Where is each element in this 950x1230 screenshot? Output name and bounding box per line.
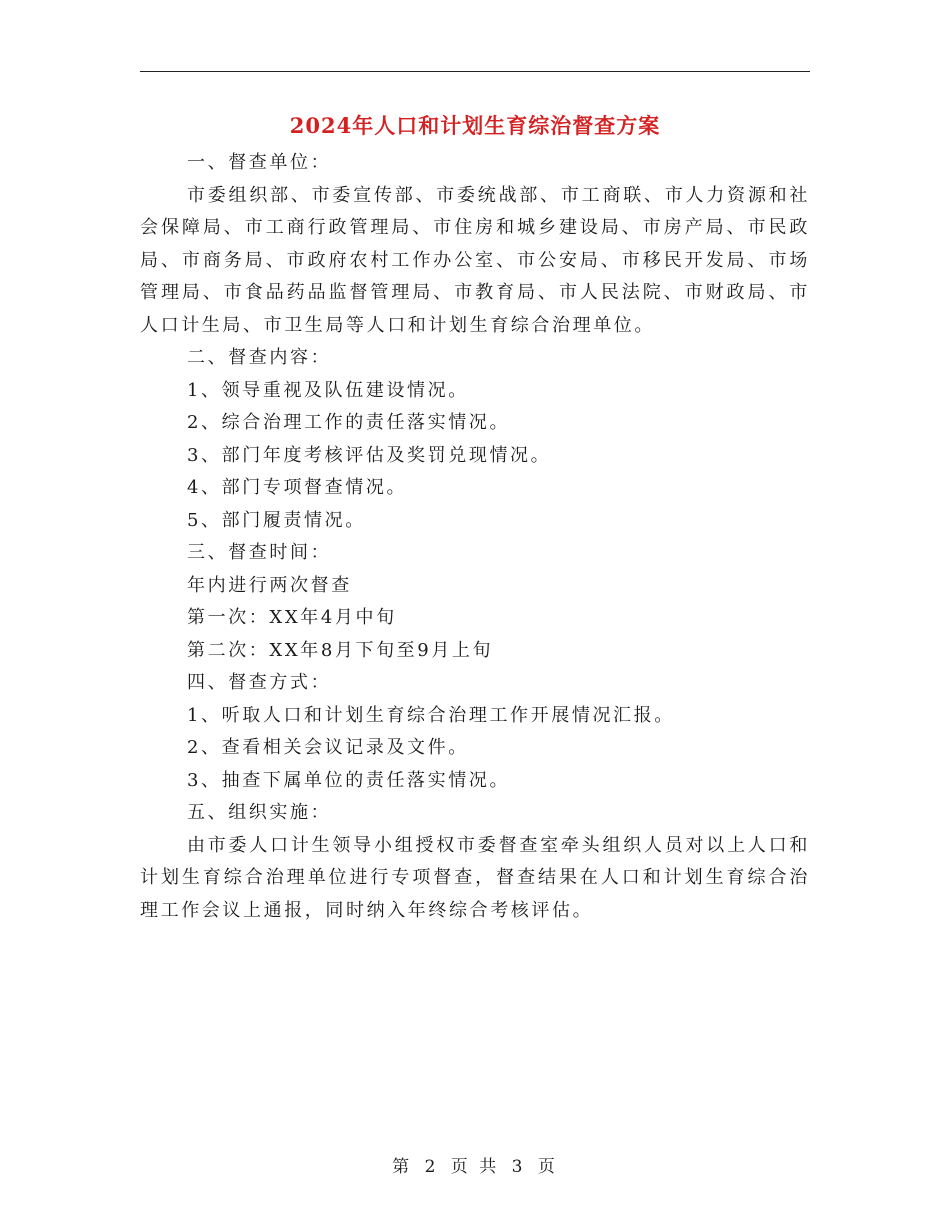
footer-suffix: 页 [537,1157,558,1177]
section-3-line-3: 第二次：XX年8月下旬至9月上旬 [187,639,494,661]
section-4-item-3: 3、抽查下属单位的责任落实情况。 [187,769,511,791]
section-4-item-1: 1、听取人口和计划生育综合治理工作开展情况汇报。 [187,704,675,726]
section-3-line-1: 年内进行两次督查 [187,574,352,596]
section-2-item-1: 1、领导重视及队伍建设情况。 [187,379,469,401]
footer-middle: 页 共 [450,1157,500,1177]
footer-prefix: 第 [392,1157,413,1177]
section-1-text: 市委组织部、市委宣传部、市委统战部、市工商联、市人力资源和社会保障局、市工商行政管理局、市住房和城乡建设局、市房产局、市民政局、市商务局、市政府农村工作办公室、市公安局、市移民开发局、市场管理局、市食品药品监督管理局、市教育局、市人民法院、市财政局、市人口计生局、市卫生局等人口和计划生育综合治理单位。 [140,184,810,336]
section-4-heading: 四、督查方式： [187,672,332,693]
section-4-item-2: 2、查看相关会议记录及文件。 [187,737,469,758]
document-body [140,147,810,927]
section-2-item-5: 5、部门履责情况。 [187,509,366,531]
footer-total-pages: 3 [511,1157,526,1177]
document-title: 2024年人口和计划生育综治督查方案 [289,113,661,138]
section-2-item-2: 2、综合治理工作的责任落实情况。 [187,412,511,433]
footer-page-number: 2 [424,1157,439,1177]
section-2-item-3: 3、部门年度考核评估及奖罚兑现情况。 [187,444,552,466]
section-3-heading: 三、督查时间： [187,542,332,563]
section-3-line-2: 第一次：XX年4月中旬 [187,607,397,628]
section-2-heading: 二、督查内容： [187,347,332,368]
section-2-item-4: 4、部门专项督查情况。 [187,477,408,498]
page-footer [0,1152,950,1177]
section-5-text: 由市委人口计生领导小组授权市委督查室牵头组织人员对以上人口和计划生育综合治理单位进行专项督查，督查结果在人口和计划生育综合治理工作会议上通报，同时纳入年终综合考核评估。 [140,834,810,921]
section-1-heading: 一、督查单位： [187,152,332,173]
section-5-heading: 五、组织实施： [187,802,332,823]
header-rule [140,71,810,72]
